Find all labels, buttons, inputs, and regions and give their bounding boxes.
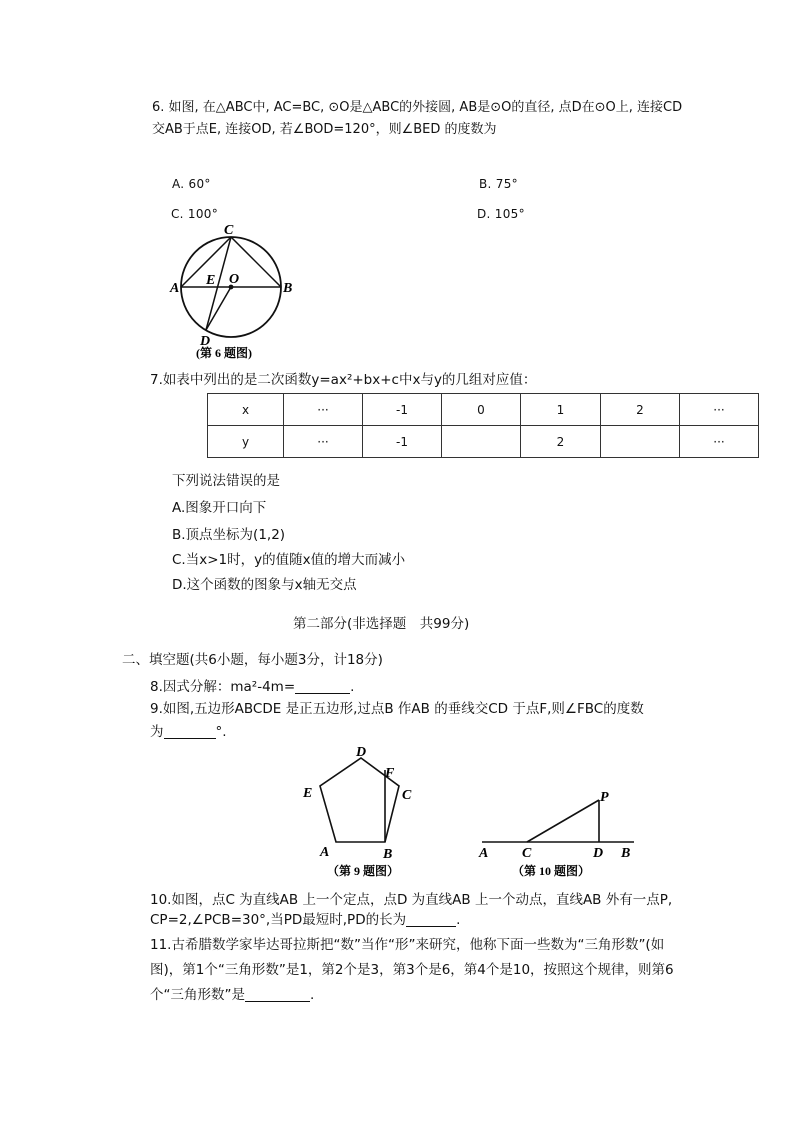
q7-option-a: A.图象开口向下 — [172, 500, 267, 516]
label-p: P — [600, 790, 609, 805]
q10-end: . — [456, 912, 461, 928]
q8-text: 8.因式分解：ma²-4m= — [150, 679, 296, 695]
table-cell: y — [208, 426, 284, 458]
q9-figure-caption: （第 9 题图） — [327, 864, 400, 878]
q10-line-figure — [470, 780, 645, 880]
q11-stem-line2: 图)，第1个“三角形数”是1，第2个是3，第3个是6，第4个是10，按照这个规律，则第6 — [150, 962, 674, 978]
label-a: A — [170, 281, 180, 296]
part2-title: 第二部分(非选择题 共99分) — [293, 616, 470, 632]
q7-option-b: B.顶点坐标为(1,2) — [172, 527, 286, 543]
label-e: E — [206, 273, 216, 288]
q9-line2-post: °. — [215, 724, 227, 740]
q9-answer-blank — [164, 724, 216, 739]
q11-stem-line1: 11.古希腊数学家毕达哥拉斯把“数”当作“形”来研究，他称下面一些数为“三角形数”(如 — [150, 937, 665, 953]
label-d: D — [593, 846, 604, 861]
q6-option-b: B. 75° — [479, 177, 518, 191]
q10-stem-line2 — [150, 908, 460, 928]
table-cell — [442, 426, 521, 458]
table-cell: 2 — [601, 394, 680, 426]
q7-prompt: 下列说法错误的是 — [172, 473, 280, 489]
q7-option-c: C.当x>1时，y的值随x值的增大而减小 — [172, 552, 406, 568]
table-cell: ··· — [284, 426, 363, 458]
table-cell: 0 — [442, 394, 521, 426]
table-row-y — [208, 426, 759, 458]
q7-value-table — [207, 393, 759, 458]
label-d: D — [356, 745, 367, 760]
q6-figure-caption: (第 6 题图) — [196, 346, 252, 360]
table-cell: x — [208, 394, 284, 426]
q6-option-d: D. 105° — [477, 207, 525, 221]
q10-figure-caption: （第 10 题图） — [512, 864, 591, 878]
label-c: C — [402, 788, 412, 803]
q11-stem-line3 — [150, 983, 314, 1003]
q9-line2-pre: 为 — [150, 724, 164, 740]
q6-option-a: A. 60° — [172, 177, 211, 191]
q11-answer-blank — [245, 987, 310, 1002]
table-cell: -1 — [363, 394, 442, 426]
q6-option-c: C. 100° — [171, 207, 219, 221]
q10-line2-text: CP=2,∠PCB=30°,当PD最短时,PD的长为 — [150, 912, 407, 928]
table-cell: ··· — [284, 394, 363, 426]
label-b: B — [283, 281, 293, 296]
q10-stem-line1: 10.如图，点C 为直线AB 上一个定点，点D 为直线AB 上一个动点，直线AB 外有一点P, — [150, 892, 673, 908]
table-cell: -1 — [363, 426, 442, 458]
section-heading: 二、填空题(共6小题，每小题3分，计18分) — [122, 652, 383, 668]
table-row-x — [208, 394, 759, 426]
q8-line — [150, 675, 354, 695]
label-o: O — [229, 272, 240, 287]
label-a: A — [479, 846, 489, 861]
label-b: B — [621, 846, 631, 861]
q6-circle-figure — [160, 220, 310, 365]
label-c: C — [522, 846, 532, 861]
q10-answer-blank — [406, 912, 456, 927]
q9-stem-line2 — [150, 720, 227, 740]
q6-stem-line2: 交AB于点E, 连接OD, 若∠BOD=120°，则∠BED 的度数为 — [152, 122, 497, 137]
label-b: B — [383, 847, 393, 862]
table-cell — [601, 426, 680, 458]
label-c: C — [224, 223, 234, 238]
label-a: A — [320, 845, 330, 860]
table-cell: 2 — [521, 426, 601, 458]
q11-line3-text: 个“三角形数”是 — [150, 987, 245, 1003]
table-cell: 1 — [521, 394, 601, 426]
q11-end: . — [310, 987, 315, 1003]
label-e: E — [303, 786, 313, 801]
q8-answer-blank — [295, 679, 350, 694]
label-f: F — [385, 766, 395, 781]
q9-pentagon-figure — [295, 742, 425, 882]
q6-stem-line1: 6. 如图, 在△ABC中, AC=BC, ⊙O是△ABC的外接圆, AB是⊙O的直径, 点D在⊙O上, 连接CD — [152, 100, 683, 115]
table-cell: ··· — [680, 426, 759, 458]
table-cell: ··· — [680, 394, 759, 426]
q7-stem: 7.如表中列出的是二次函数y=ax²+bx+c中x与y的几组对应值： — [150, 372, 537, 388]
q8-end: . — [350, 679, 355, 695]
q7-option-d: D.这个函数的图象与x轴无交点 — [172, 577, 357, 593]
q9-stem-line1: 9.如图,五边形ABCDE 是正五边形,过点B 作AB 的垂线交CD 于点F,则∠FBC的度数 — [150, 701, 644, 717]
label-d: D — [200, 334, 211, 349]
